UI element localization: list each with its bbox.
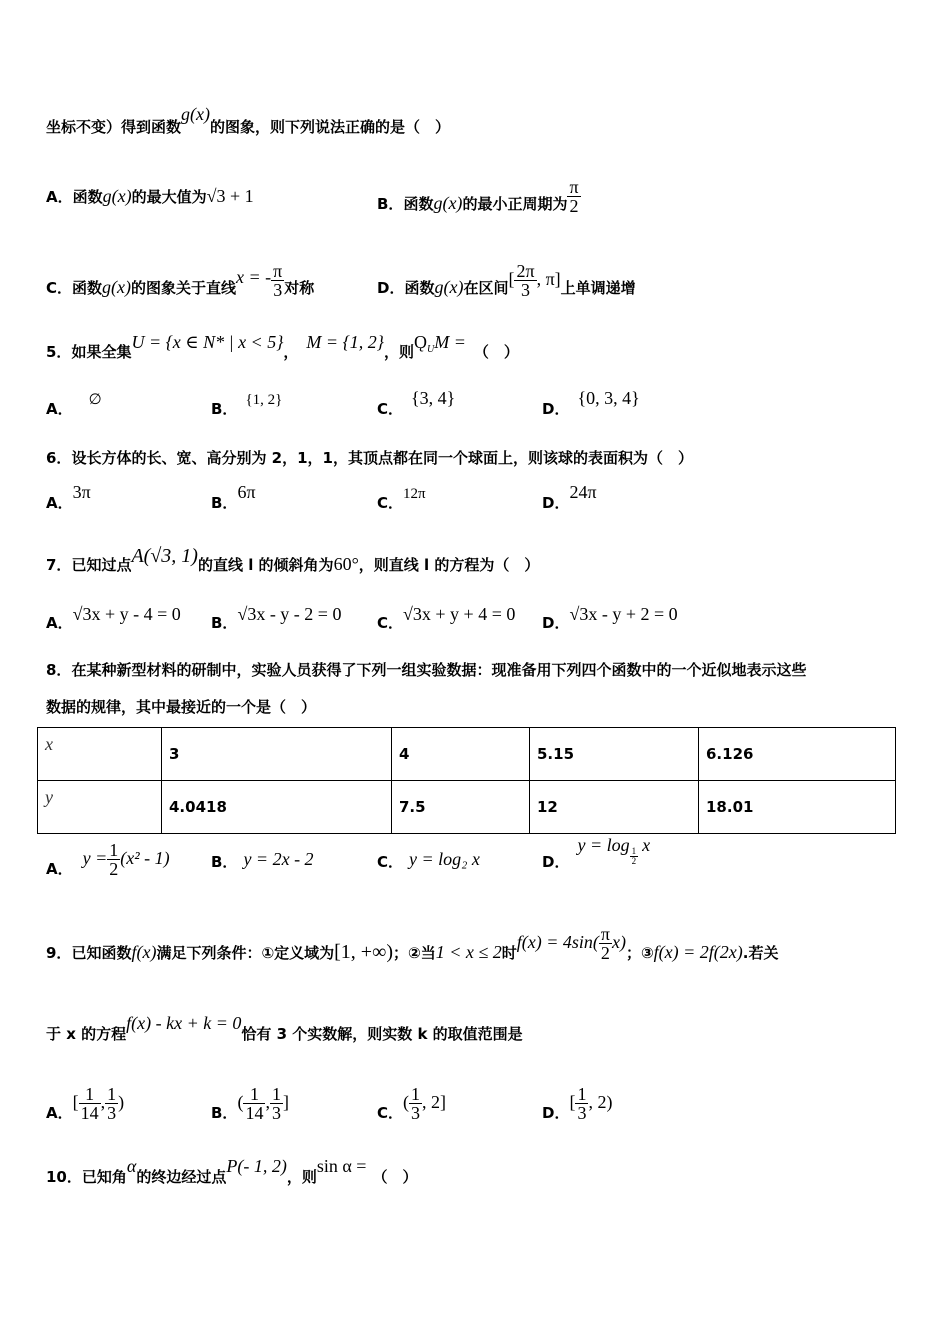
q5-stem: 5．如果全集U = {x ∈ N* | x < 5}， M = {1, 2}，则$Ǫ_UM$ = （ ） <box>46 332 519 361</box>
q8-option-a: A．y = $\frac{1}{2}$ (x² - 1) <box>46 840 170 879</box>
table-cell: 3 <box>162 728 392 781</box>
q6-option-a: A．3π <box>46 482 91 512</box>
table-header-x: x <box>38 728 162 781</box>
q5-option-c: C．{3, 4} <box>377 388 456 418</box>
q5-option-a: A． ∅ <box>46 392 102 418</box>
table-cell: 6.126 <box>699 728 896 781</box>
q9-option-b: B．( $\frac{1}{14}$ , $\frac{1}{3}$ ] <box>211 1084 289 1123</box>
q8-option-d: D．y = log $\frac{1}{2}$ x <box>542 835 651 871</box>
q8-option-c: C． y = log₂ x <box>377 849 480 871</box>
table-cell: 12 <box>530 781 699 834</box>
q8-stem-line2: 数据的规律，其中最接近的一个是（ ） <box>46 698 317 716</box>
q9-option-d: D．[ $\frac{1}{3}$ , 2) <box>542 1084 613 1123</box>
q4-fn-g: g(x) <box>181 104 210 124</box>
table-cell: 4.0418 <box>162 781 392 834</box>
q7-option-a: A．√3x + y - 4 = 0 <box>46 604 181 632</box>
q6-option-c: C．12π <box>377 486 426 512</box>
q5-option-d: D．{0, 3, 4} <box>542 388 640 418</box>
table-cell: 4 <box>392 728 530 781</box>
q8-stem-line1: 8．在某种新型材料的研制中，实验人员获得了下列一组实验数据：现准备用下列四个函数中的一个近似地表示这些 <box>46 661 807 679</box>
q7-option-c: C．√3x + y + 4 = 0 <box>377 604 516 632</box>
q4-stem: 坐标不变）得到函数g(x)的图象，则下列说法正确的是（ ） <box>46 104 451 136</box>
q7-option-b: B．√3x - y - 2 = 0 <box>211 604 342 632</box>
q6-option-d: D．24π <box>542 482 597 512</box>
q8-data-table <box>37 727 896 834</box>
q9-stem-line1: 9．已知函数f(x)满足下列条件：①定义域为[1, +∞)；②当1 < x ≤ 2时f(x) = 4sin( $\frac{\pi}{2}$ x)；③f(x) = 2f(2x).若关 <box>46 924 779 963</box>
q6-option-b: B．6π <box>211 482 256 512</box>
table-cell: 5.15 <box>530 728 699 781</box>
q9-option-a: A．[ $\frac{1}{14}$ , $\frac{1}{3}$ ) <box>46 1084 125 1123</box>
q6-stem: 6．设长方体的长、宽、高分别为 2，1，1，其顶点都在同一个球面上，则该球的表面积为（ ） <box>46 449 693 467</box>
table-row <box>38 728 896 781</box>
table-row <box>38 781 896 834</box>
q4-option-c: C．函数g(x)的图象关于直线x = - $\frac{\pi}{3}$ 对称 <box>46 261 315 300</box>
table-cell: 18.01 <box>699 781 896 834</box>
q4-option-a: A．函数g(x)的最大值为√3 + 1 <box>46 186 254 206</box>
q4-option-b: B．函数g(x)的最小正周期为 $\frac{\pi}{2}$ <box>377 177 579 216</box>
q4-option-d: D．函数g(x)在区间[ $\frac{2\pi}{3}$ , π]上单调递增 <box>377 261 636 300</box>
q8-option-b: B． y = 2x - 2 <box>211 849 314 871</box>
q7-option-d: D．√3x - y + 2 = 0 <box>542 604 678 632</box>
table-header-y: y <box>38 781 162 834</box>
q7-stem: 7．已知过点A(√3, 1)的直线 l 的倾斜角为60°，则直线 l 的方程为（ ） <box>46 545 540 574</box>
q10-stem: 10．已知角α的终边经过点P(- 1, 2)，则sin α =（ ） <box>46 1156 418 1186</box>
table-cell: 7.5 <box>392 781 530 834</box>
q5-option-b: B． {1, 2} <box>211 392 283 418</box>
q9-option-c: C．( $\frac{1}{3}$ , 2] <box>377 1084 447 1123</box>
q9-stem-line2: 于 x 的方程f(x) - kx + k = 0恰有 3 个实数解，则实数 k 的取值范围是 <box>46 1013 523 1043</box>
